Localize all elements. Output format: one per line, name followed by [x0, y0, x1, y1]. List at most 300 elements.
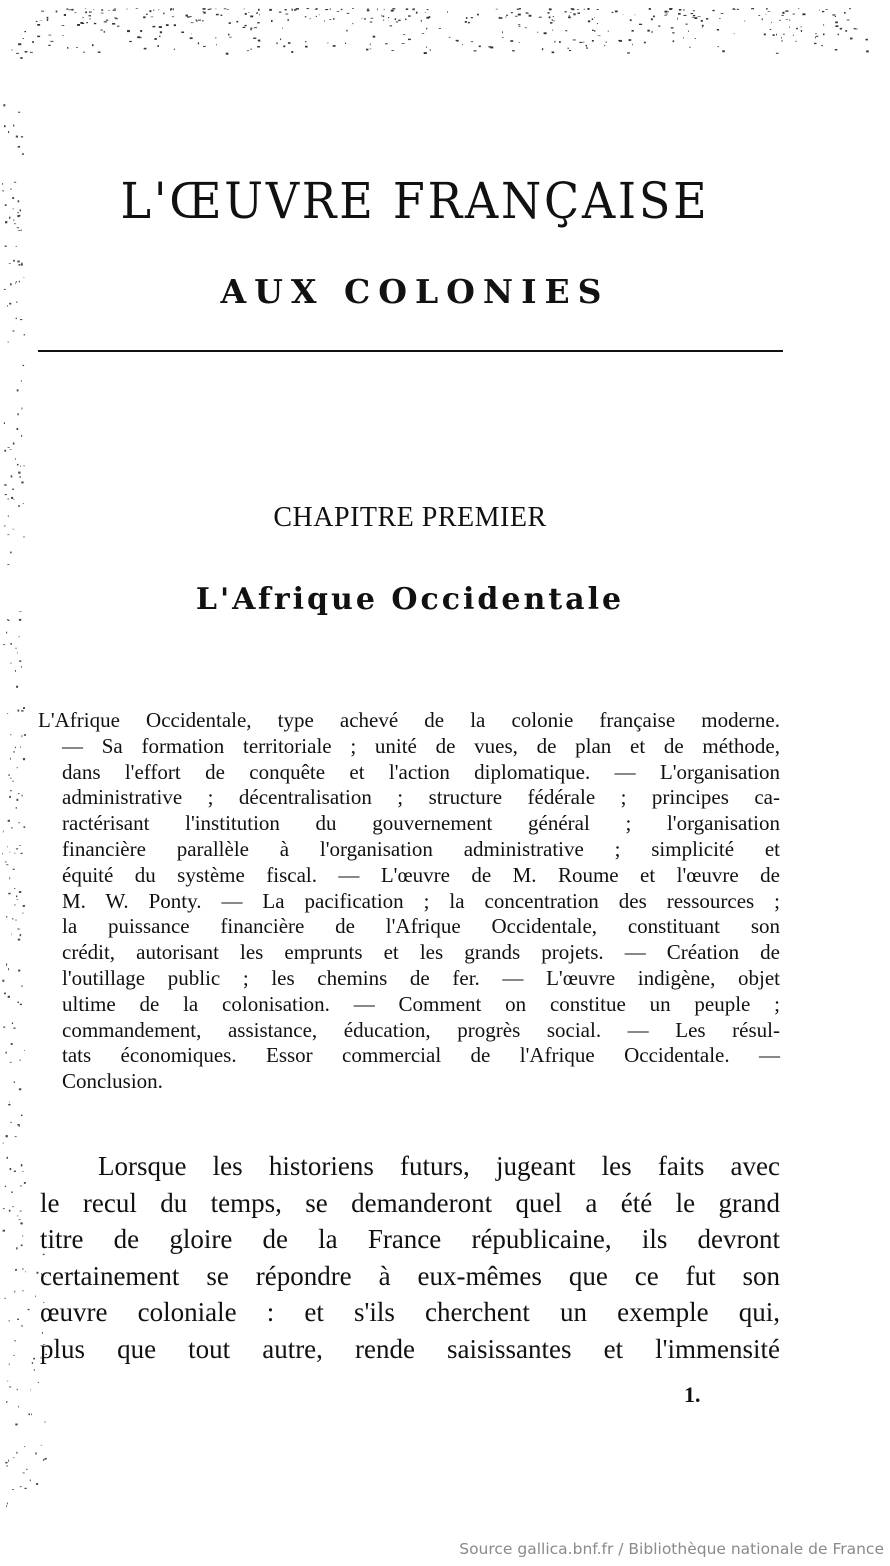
scan-speck — [14, 1082, 15, 1083]
scan-speck — [519, 42, 520, 43]
scan-speck — [20, 934, 22, 936]
scan-speck — [36, 1483, 38, 1485]
scan-speck — [798, 8, 799, 9]
scan-speck — [383, 16, 384, 18]
scan-speck — [32, 41, 34, 43]
scan-speck — [170, 9, 171, 11]
scan-speck — [158, 45, 159, 47]
scan-speck — [62, 25, 65, 26]
scan-speck — [14, 888, 15, 889]
scan-speck — [13, 330, 15, 331]
scan-speck — [776, 53, 779, 54]
scan-speck — [526, 13, 529, 14]
scan-speck — [10, 1122, 11, 1123]
scan-speck — [13, 208, 14, 210]
scan-speck — [629, 39, 632, 41]
scan-speck — [782, 12, 784, 14]
scan-speck — [489, 46, 492, 47]
scan-speck — [224, 8, 227, 9]
scan-speck — [6, 864, 8, 865]
scan-speck — [21, 710, 23, 711]
scan-speck — [9, 1210, 11, 1212]
scan-speck — [773, 34, 775, 36]
scan-speck — [855, 29, 857, 30]
scan-speck — [12, 1023, 13, 1025]
scan-speck — [5, 1186, 6, 1187]
scan-speck — [370, 44, 371, 46]
scan-speck — [35, 1452, 36, 1454]
scan-speck — [5, 494, 7, 495]
scan-speck — [764, 34, 766, 36]
scan-speck — [11, 934, 12, 935]
scan-speck — [665, 11, 668, 13]
scan-speck — [146, 14, 148, 15]
scan-speck — [796, 28, 798, 30]
scan-speck — [333, 45, 336, 47]
scan-speck — [5, 246, 7, 247]
scan-speck — [89, 12, 92, 13]
scan-speck — [5, 862, 7, 863]
scan-speck — [23, 707, 25, 709]
scan-speck — [517, 9, 519, 10]
scan-speck — [114, 18, 117, 19]
scan-speck — [37, 24, 40, 26]
scan-speck — [37, 36, 40, 37]
scan-speck — [9, 877, 10, 879]
scan-speck — [3, 1230, 5, 1232]
scan-speck — [384, 9, 385, 10]
summary-line: financière parallèle à l'organisation administrative ; simplicité et — [62, 836, 780, 861]
scan-speck — [101, 13, 104, 14]
scan-speck — [668, 11, 669, 12]
scan-speck — [398, 20, 400, 21]
scan-speck — [7, 564, 9, 565]
scan-speck — [580, 42, 582, 43]
scan-speck — [702, 25, 704, 27]
scan-speck — [92, 44, 94, 46]
scan-speck — [236, 21, 238, 23]
scan-speck — [279, 12, 282, 13]
scan-speck — [3, 1143, 4, 1144]
scan-speck — [81, 23, 84, 24]
scan-speck — [20, 476, 21, 478]
scan-speck — [191, 34, 192, 35]
scan-speck — [159, 26, 162, 28]
scan-speck — [19, 845, 21, 846]
scan-speck — [18, 1406, 19, 1408]
scan-speck — [196, 19, 197, 21]
scan-speck — [18, 970, 20, 972]
scan-speck — [190, 37, 193, 39]
scan-speck — [285, 9, 287, 10]
scan-speck — [19, 619, 21, 621]
scan-speck — [166, 24, 169, 26]
scan-speck — [12, 1206, 14, 1207]
scan-speck — [468, 22, 470, 24]
scan-speck — [347, 13, 350, 14]
scan-speck — [597, 23, 598, 24]
scan-speck — [549, 8, 552, 10]
scan-speck — [845, 30, 847, 32]
scan-speck — [673, 40, 675, 42]
scan-speck — [7, 1381, 8, 1382]
scan-speck — [307, 8, 309, 9]
scan-speck — [8, 996, 10, 998]
scan-speck — [19, 1211, 21, 1212]
scan-speck — [6, 964, 7, 966]
scan-speck — [9, 1102, 10, 1103]
scan-speck — [632, 30, 634, 32]
scan-speck — [21, 1164, 23, 1166]
scan-speck — [158, 9, 159, 10]
scan-speck — [229, 22, 231, 24]
scan-speck — [4, 484, 6, 486]
scan-speck — [10, 663, 12, 664]
scan-speck — [370, 49, 372, 50]
scan-speck — [30, 52, 33, 53]
scan-speck — [733, 9, 736, 10]
scan-speck — [24, 1446, 25, 1447]
scan-speck — [9, 1387, 11, 1388]
scan-speck — [151, 17, 154, 18]
scan-speck — [18, 43, 21, 45]
scan-speck — [13, 499, 14, 500]
chapter-title: L'Afrique Occidentale — [195, 582, 625, 617]
scan-speck — [210, 9, 212, 10]
scan-speck — [630, 19, 632, 21]
scan-speck — [587, 8, 589, 10]
scan-speck — [4, 993, 6, 995]
scan-speck — [695, 38, 696, 39]
scan-speck — [19, 264, 21, 266]
summary-line: — Sa formation territoriale ; unité de vues, de plan et de méthode, — [62, 733, 780, 758]
scan-speck — [19, 1060, 21, 1061]
scan-speck — [7, 1465, 8, 1466]
scan-speck — [305, 46, 308, 48]
scan-speck — [316, 16, 317, 17]
summary-line: commandement, assistance, éducation, progrès social. — Les résul- — [62, 1017, 780, 1042]
scan-speck — [519, 26, 521, 27]
scan-speck — [550, 22, 552, 24]
scan-speck — [56, 11, 58, 13]
scan-speck — [512, 50, 515, 51]
scan-speck — [17, 227, 19, 228]
scan-speck — [688, 31, 689, 32]
scan-speck — [571, 8, 574, 9]
scan-speck — [866, 39, 868, 41]
scan-speck — [16, 318, 17, 319]
scan-speck — [324, 20, 325, 22]
scan-speck — [822, 11, 824, 12]
scan-speck — [9, 217, 10, 219]
scan-speck — [83, 17, 84, 18]
scan-speck — [18, 472, 20, 474]
scan-speck — [15, 458, 16, 460]
scan-speck — [329, 19, 331, 20]
scan-speck — [104, 31, 106, 32]
scan-speck — [100, 30, 103, 31]
scan-speck — [283, 46, 285, 48]
scan-speck — [341, 9, 343, 10]
scan-speck — [94, 23, 96, 24]
scan-speck — [106, 20, 109, 21]
scan-speck — [669, 8, 672, 10]
scan-speck — [771, 22, 772, 23]
scan-speck — [11, 475, 13, 477]
scan-speck — [14, 1291, 15, 1293]
scan-speck — [18, 793, 20, 794]
scan-speck — [766, 14, 767, 15]
scan-speck — [221, 15, 223, 16]
scan-speck — [333, 18, 334, 20]
scan-speck — [203, 11, 204, 12]
scan-speck — [20, 1004, 22, 1005]
scan-speck — [17, 1124, 19, 1125]
scan-speck — [85, 12, 87, 14]
scan-speck — [50, 41, 53, 42]
scan-speck — [594, 30, 595, 32]
scan-speck — [89, 15, 91, 16]
summary-line: ractérisant l'institution du gouvernement général ; l'organisation — [62, 811, 780, 836]
scan-speck — [568, 48, 569, 50]
scan-speck — [665, 14, 668, 15]
scan-speck — [644, 42, 646, 44]
scan-speck — [7, 1503, 8, 1505]
scan-speck — [815, 37, 816, 39]
scan-speck — [383, 20, 384, 22]
scan-speck — [582, 42, 585, 43]
scan-speck — [325, 9, 328, 10]
scan-speck — [496, 9, 498, 10]
scan-speck — [16, 1247, 17, 1249]
scan-speck — [474, 50, 477, 51]
scan-speck — [115, 8, 116, 9]
scan-speck — [16, 246, 17, 247]
scan-speck — [627, 52, 630, 53]
scan-speck — [377, 8, 378, 10]
scan-speck — [24, 734, 26, 736]
scan-speck — [565, 11, 567, 12]
scan-speck — [2, 183, 3, 185]
scan-speck — [22, 1269, 24, 1270]
scan-speck — [17, 215, 19, 217]
scan-speck — [258, 9, 260, 11]
scan-speck — [672, 32, 674, 33]
scan-speck — [15, 1269, 17, 1271]
scan-speck — [187, 16, 190, 17]
scan-speck — [17, 212, 19, 213]
scan-speck — [276, 42, 277, 44]
scan-speck — [10, 734, 11, 735]
scan-speck — [77, 24, 80, 26]
scan-speck — [19, 1088, 21, 1090]
scan-speck — [586, 47, 588, 48]
scan-speck — [13, 869, 15, 870]
scan-speck — [5, 1298, 6, 1299]
scan-speck — [800, 27, 802, 28]
scan-speck — [117, 26, 120, 27]
scan-speck — [598, 36, 601, 37]
scan-speck — [18, 230, 20, 231]
scan-speck — [785, 10, 788, 11]
scan-speck — [466, 17, 468, 19]
scan-speck — [23, 758, 25, 760]
scan-speck — [581, 42, 582, 43]
scan-speck — [4, 450, 6, 452]
scan-speck — [13, 442, 15, 444]
scan-speck — [635, 15, 636, 16]
scan-speck — [190, 16, 192, 17]
scan-speck — [309, 19, 311, 20]
scan-speck — [37, 1272, 39, 1274]
scan-speck — [823, 34, 825, 36]
scan-speck — [712, 10, 714, 11]
scan-speck — [559, 41, 561, 43]
scan-speck — [11, 1043, 13, 1045]
scan-speck — [13, 781, 14, 783]
scan-speck — [373, 36, 376, 38]
scan-speck — [352, 23, 353, 24]
scan-speck — [408, 15, 410, 16]
scan-speck — [17, 464, 19, 466]
scan-speck — [647, 30, 649, 32]
scan-speck — [449, 37, 451, 38]
scan-speck — [21, 482, 23, 484]
scan-speck — [287, 19, 289, 21]
body-line: certainement se répondre à eux-mêmes que ce fut son — [40, 1260, 780, 1291]
chapter-summary — [38, 708, 780, 1095]
scan-speck — [85, 8, 86, 9]
scan-speck — [783, 34, 785, 35]
scan-speck — [693, 15, 695, 16]
scan-speck — [136, 8, 138, 9]
scan-speck — [89, 18, 90, 19]
scan-speck — [16, 807, 17, 809]
scan-speck — [8, 1321, 10, 1322]
scan-speck — [203, 46, 206, 47]
scan-speck — [12, 1489, 14, 1490]
summary-line: L'Afrique Occidentale, type achevé de la colonie française moderne. — [38, 708, 780, 732]
scan-speck — [21, 136, 23, 137]
scan-speck — [20, 57, 22, 59]
scan-speck — [8, 1104, 10, 1106]
scan-speck — [569, 15, 570, 17]
scan-speck — [588, 20, 590, 22]
scan-speck — [292, 9, 293, 11]
scan-speck — [250, 16, 253, 18]
scan-speck — [204, 12, 206, 14]
scan-speck — [9, 774, 10, 776]
scan-speck — [426, 46, 427, 48]
scan-speck — [251, 49, 252, 50]
scan-speck — [259, 14, 260, 15]
scan-speck — [850, 38, 853, 40]
scan-speck — [16, 919, 17, 921]
scan-speck — [15, 648, 16, 649]
scan-speck — [477, 14, 479, 16]
scan-speck — [160, 31, 162, 33]
scan-speck — [8, 131, 9, 133]
scan-speck — [30, 1390, 31, 1391]
scan-speck — [744, 21, 745, 22]
scan-speck — [406, 8, 408, 10]
scan-speck — [19, 1219, 21, 1220]
scan-speck — [5, 221, 7, 223]
scan-speck — [17, 413, 18, 415]
scan-speck — [305, 41, 306, 42]
scan-speck — [256, 13, 257, 14]
scan-speck — [10, 790, 12, 791]
scan-speck — [41, 1445, 42, 1446]
scan-speck — [552, 52, 555, 54]
scan-speck — [586, 45, 587, 47]
scan-speck — [319, 14, 320, 15]
scan-speck — [408, 39, 411, 40]
scan-speck — [83, 52, 85, 53]
scan-speck — [16, 848, 18, 849]
scan-speck — [849, 8, 851, 9]
scan-speck — [542, 48, 543, 50]
scan-speck — [13, 125, 14, 127]
scan-speck — [370, 22, 372, 23]
scan-speck — [250, 28, 252, 29]
scan-speck — [44, 1458, 46, 1459]
scan-speck — [405, 19, 406, 21]
scan-speck — [3, 831, 4, 833]
scan-speck — [439, 28, 441, 29]
scan-speck — [93, 9, 94, 10]
scan-speck — [21, 666, 22, 668]
scan-speck — [64, 14, 66, 16]
scan-speck — [790, 19, 791, 21]
scan-speck — [385, 43, 388, 44]
scan-speck — [737, 9, 739, 10]
scan-speck — [4, 422, 5, 424]
scan-speck — [26, 1469, 27, 1470]
scan-speck — [126, 9, 127, 10]
scan-speck — [693, 10, 695, 11]
scan-speck — [553, 16, 554, 17]
scan-speck — [22, 795, 23, 797]
scan-speck — [402, 43, 405, 44]
scan-speck — [544, 32, 547, 34]
scan-speck — [9, 263, 11, 264]
scan-speck — [702, 27, 703, 28]
scan-speck — [499, 17, 500, 19]
scan-speck — [10, 852, 11, 853]
body-paragraph — [40, 1148, 780, 1368]
scan-speck — [294, 9, 297, 10]
scan-speck — [632, 44, 633, 45]
scan-speck — [429, 16, 431, 18]
scan-speck — [426, 28, 427, 30]
scan-speck — [733, 8, 735, 9]
scan-speck — [41, 20, 42, 21]
scan-speck — [793, 35, 794, 37]
scan-speck — [691, 13, 694, 14]
scan-speck — [17, 929, 19, 930]
scan-speck — [651, 18, 653, 20]
page-number: 1. — [684, 1382, 701, 1407]
scan-speck — [24, 1488, 26, 1489]
scan-speck — [17, 1319, 19, 1320]
body-line: Lorsque les historiens futurs, jugeant les faits avec — [98, 1151, 780, 1181]
scan-speck — [23, 905, 25, 907]
scan-speck — [171, 8, 172, 9]
scan-speck — [721, 13, 724, 14]
scan-speck — [390, 25, 393, 26]
scan-speck — [391, 50, 394, 51]
